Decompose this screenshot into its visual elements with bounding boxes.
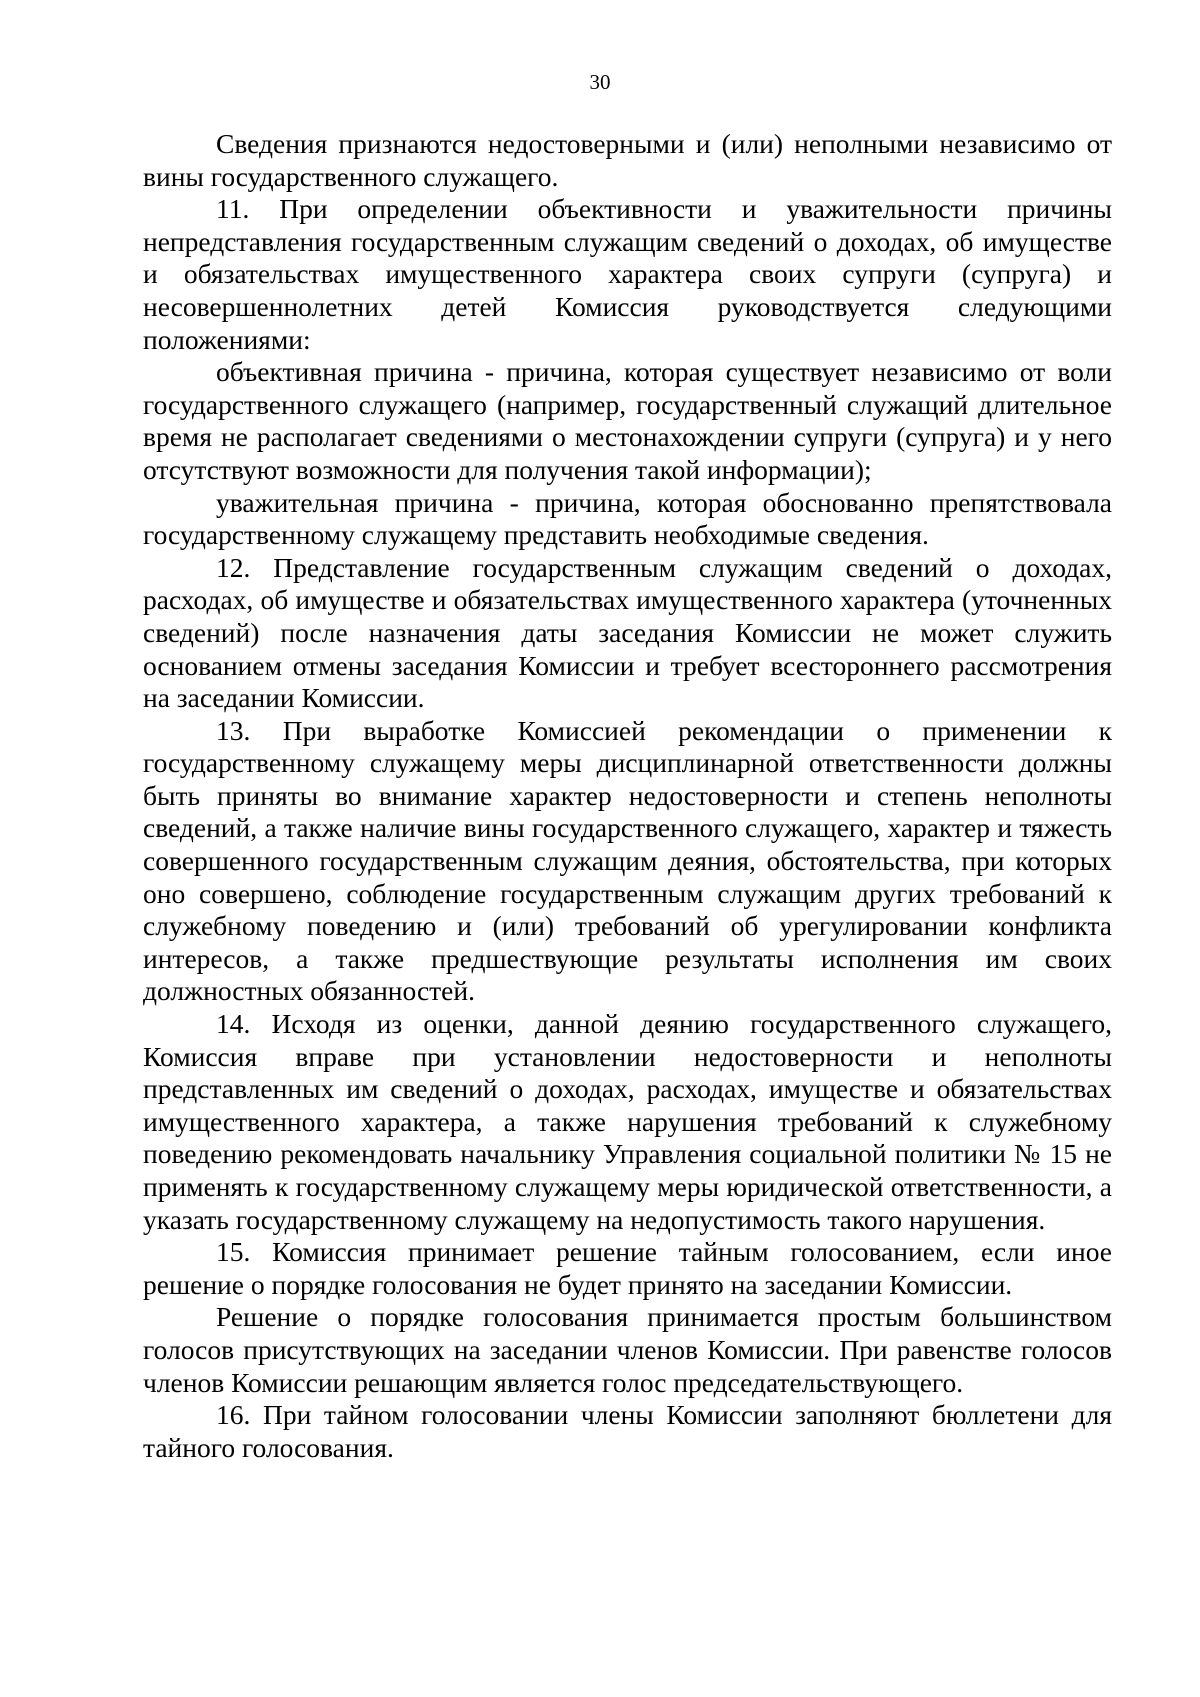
paragraph-13: 13. При выработке Комиссией рекомендации о применении к государственному служащему меры дисциплинарной ответственности должны быть приняты во внимание характер недостоверности и степень неполноты сведений, а также наличие вины государственного служащего, характер и тяжесть совершенного государственным служащим деяния, обстоятельства, при которых оно совершено, соблюдение государственным служащим других требований к служебному поведению и (или) требований об урегулировании конфликта интересов, а также предшествующие результаты исполнения им своих должностных обязанностей. bbox=[143, 714, 1112, 1007]
paragraph-14: 14. Исходя из оценки, данной деянию государственного служащего, Комиссия вправе при установлении недостоверности и неполноты представленных им сведений о доходах, расходах, имуществе и обязательствах имущественного характера, а также нарушения требований к служебному поведению рекомендовать начальнику Управления социальной политики № 15 не применять к государственному служащему меры юридической ответственности, а указать государственному служащему на недопустимость такого нарушения. bbox=[143, 1008, 1112, 1235]
paragraph-11: 11. При определении объективности и уважительности причины непредставления государственным служащим сведений о доходах, об имуществе и обязательствах имущественного характера своих супруги (супруга) и несовершеннолетних детей Комиссия руководствуется следующими положениями: bbox=[143, 193, 1112, 355]
paragraph-15: 15. Комиссия принимает решение тайным голосованием, если иное решение о порядке голосования не будет принято на заседании Комиссии. bbox=[143, 1236, 1112, 1300]
paragraph-voting-procedure: Решение о порядке голосования принимается простым большинством голосов присутствующих на заседании членов Комиссии. При равенстве голосов членов Комиссии решающим является голос председательствующего. bbox=[143, 1301, 1112, 1398]
paragraph-info-unreliable: Сведения признаются недостоверными и (или) неполными независимо от вины государственного служащего. bbox=[143, 128, 1112, 192]
document-body bbox=[143, 128, 1112, 1464]
paragraph-12: 12. Представление государственным служащим сведений о доходах, расходах, об имуществе и обязательствах имущественного характера (уточненных сведений) после назначения даты заседания Комиссии не может служить основанием отмены заседания Комиссии и требует всестороннего рассмотрения на заседании Комиссии. bbox=[143, 551, 1112, 714]
paragraph-16: 16. При тайном голосовании члены Комиссии заполняют бюллетени для тайного голосования. bbox=[143, 1399, 1112, 1463]
paragraph-objective-reason: объективная причина - причина, которая существует независимо от воли государственного служащего (например, государственный служащий длительное время не располагает сведениями о местонахождении супруги (супруга) и у него отсутствуют возможности для получения такой информации); bbox=[143, 356, 1112, 485]
paragraph-valid-reason: уважительная причина - причина, которая обоснованно препятствовала государственному служащему представить необходимые сведения. bbox=[143, 486, 1112, 551]
page-number: 30 bbox=[589, 70, 611, 94]
